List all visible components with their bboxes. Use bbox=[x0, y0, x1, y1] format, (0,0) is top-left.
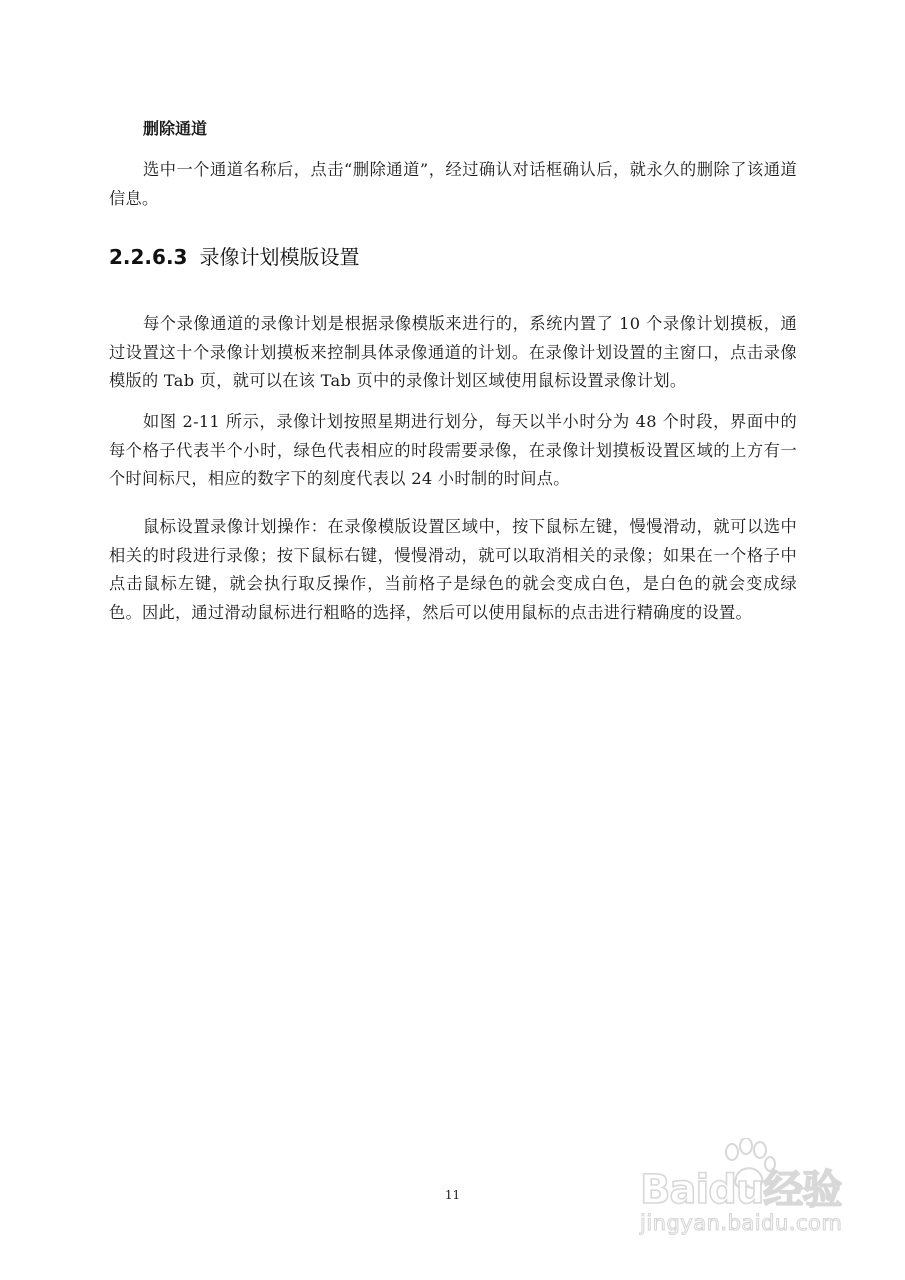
paragraph-intro: 每个录像通道的录像计划是根据录像模版来进行的，系统内置了 10 个录像计划摸板，通过设置这十个录像计划摸板来控制具体录像通道的计划。在录像计划设置的主窗口，点击录像模版的 Tab 页，就可以在该 Tab 页中的录像计划区域使用鼠标设置录像计划。 bbox=[109, 314, 797, 390]
section-number: 2.2.6.3 bbox=[109, 245, 188, 269]
watermark-url: jingyan.baidu.com bbox=[640, 1211, 843, 1235]
paragraph-mouse-operations: 鼠标设置录像计划操作：在录像模版设置区域中，按下鼠标左键，慢慢滑动，就可以选中相关的时段进行录像；按下鼠标右键，慢慢滑动，就可以取消相关的录像；如果在一个格子中点击鼠标左键，就会执行取反操作，当前格子是绿色的就会变成白色，是白色的就会变成绿色。因此，通过滑动鼠标进行粗略的选择，然后可以使用鼠标的点击进行精确度的设置。 bbox=[109, 517, 797, 622]
baidu-watermark bbox=[640, 1138, 880, 1248]
section-title: 录像计划模版设置 bbox=[199, 245, 360, 269]
subsection-heading: 删除通道 bbox=[143, 119, 208, 138]
page-number: 11 bbox=[444, 1188, 461, 1202]
paragraph-figure-description: 如图 2-11 所示，录像计划按照星期进行划分，每天以半小时分为 48 个时段，界面中的每个格子代表半个小时，绿色代表相应的时段需要录像，在录像计划摸板设置区域的上方有一个时间标尺，相应的数字下的刻度代表以 24 小时制的时间点。 bbox=[109, 412, 797, 488]
section-heading bbox=[109, 243, 359, 271]
paragraph-delete-channel: 选中一个通道名称后，点击“删除通道”，经过确认对话框确认后，就永久的删除了该通道信息。 bbox=[109, 160, 797, 208]
watermark-logo: Baidu经验 bbox=[640, 1167, 842, 1213]
